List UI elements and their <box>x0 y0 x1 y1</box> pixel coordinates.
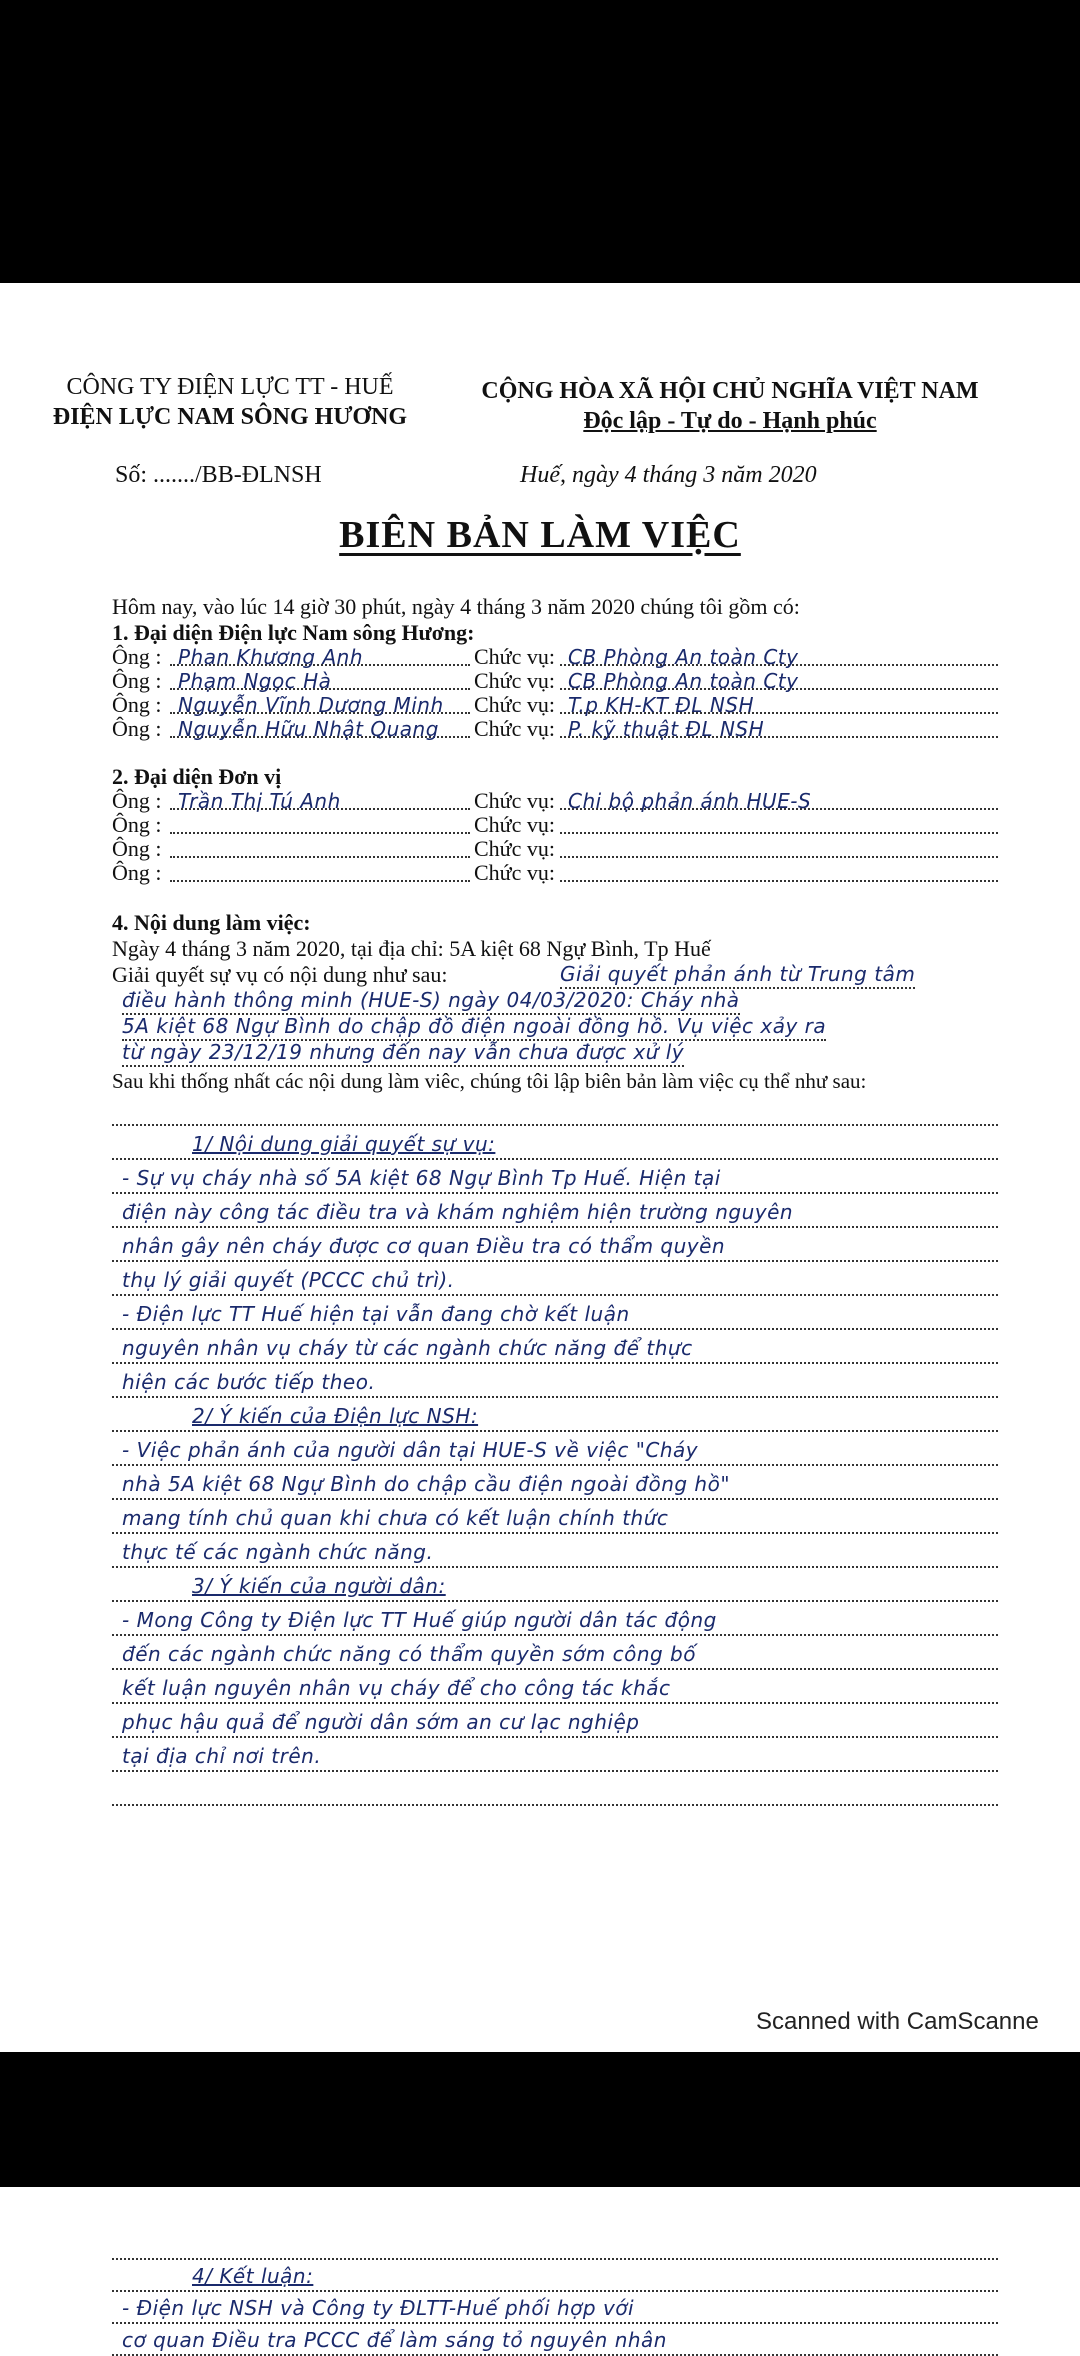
person-row <box>112 812 998 836</box>
content-line-text: nhà 5A kiệt 68 Ngự Bình do chập cầu điện ngoài đồng hồ" <box>122 1472 731 1496</box>
issue-line: điều hành thông minh (HUE-S) ngày 04/03/2020: Cháy nhà <box>122 988 740 1015</box>
person-prefix: Ông : <box>112 812 162 837</box>
nation-line1: CỘNG HÒA XÃ HỘI CHỦ NGHĨA VIỆT NAM <box>481 378 979 404</box>
person-role: Chi bộ phản ánh HUE-S <box>568 789 812 813</box>
section4-date-line <box>112 936 711 962</box>
name-dotted-line <box>170 856 470 858</box>
person-prefix: Ông : <box>112 860 162 885</box>
content-line <box>112 1498 998 1534</box>
content-line <box>112 1566 998 1602</box>
content-line-text: 3/ Ý kiến của người dân: <box>192 1574 446 1598</box>
content-line-text: - Sự vụ cháy nhà số 5A kiệt 68 Ngự Bình Tp Huế. Hiện tại <box>122 1166 721 1190</box>
issue-line: Giải quyết phản ánh từ Trung tâm <box>560 962 915 989</box>
content-line-text: mang tính chủ quan khi chưa có kết luận chính thức <box>122 1506 669 1530</box>
person-prefix: Ông : <box>112 788 162 813</box>
role-label: Chức vụ: <box>474 668 555 693</box>
person-prefix: Ông : <box>112 836 162 861</box>
role-label: Chức vụ: <box>474 836 555 861</box>
document-title <box>0 513 1080 557</box>
person-role: CB Phòng An toàn Cty <box>568 645 799 669</box>
person-row <box>112 788 998 812</box>
issue-line: 5A kiệt 68 Ngự Bình do chập đồ điện ngoài đồng hồ. Vụ việc xảy ra <box>122 1014 826 1041</box>
agreement-line: Sau khi thống nhất các nội dung làm viêc, chúng tôi lập biên bản làm việc cụ thể như sau: <box>112 1069 867 1093</box>
page2-line-text: - Điện lực NSH và Công ty ĐLTT-Huế phối hợp với <box>122 2296 635 2320</box>
scan-watermark: Scanned with CamScanne <box>756 2008 1039 2035</box>
content-line-text: - Mong Công ty Điện lực TT Huế giúp người dân tác động <box>122 1608 717 1632</box>
company-header <box>40 372 420 432</box>
content-line <box>112 1260 998 1296</box>
person-role: P. kỹ thuật ĐL NSH <box>568 717 765 741</box>
role-label: Chức vụ: <box>474 692 555 717</box>
content-line-text: phục hậu quả để người dân sớm an cư lạc nghiệp <box>122 1710 640 1734</box>
role-dotted-line <box>560 856 998 858</box>
content-line-text: kết luận nguyên nhân vụ cháy để cho công tác khắc <box>122 1676 671 1700</box>
page2-line <box>112 2324 998 2356</box>
content-line <box>112 1770 998 1806</box>
content-line-text: - Việc phản ánh của người dân tại HUE-S về việc "Cháy <box>122 1438 699 1462</box>
person-row <box>112 668 998 692</box>
content-line <box>112 1158 998 1194</box>
name-dotted-line <box>170 832 470 834</box>
person-name: Nguyễn Vĩnh Dương Minh <box>178 693 444 717</box>
company-line1: CÔNG TY ĐIỆN LỰC TT - HUẾ <box>66 374 394 400</box>
person-prefix: Ông : <box>112 644 162 669</box>
content-line-text: đến các ngành chức năng có thẩm quyền sớm công bố <box>122 1642 696 1666</box>
content-line <box>112 1532 998 1568</box>
nation-line2: Độc lập - Tự do - Hạnh phúc <box>583 408 877 434</box>
content-line <box>112 1430 998 1466</box>
page2-line <box>112 2228 998 2260</box>
date-line-text: Ngày 4 tháng 3 năm 2020, tại địa chỉ: 5A kiệt 68 Ngự Bình, Tp Huế <box>112 936 711 961</box>
role-label: Chức vụ: <box>474 788 555 813</box>
person-role: CB Phòng An toàn Cty <box>568 669 799 693</box>
content-line-text: - Điện lực TT Huế hiện tại vẫn đang chờ kết luận <box>122 1302 630 1326</box>
content-line <box>112 1192 998 1228</box>
person-row <box>112 692 998 716</box>
issue-label: Giải quyết sự vụ có nội dung như sau: <box>112 962 448 987</box>
person-name: Nguyễn Hữu Nhật Quang <box>178 717 439 741</box>
place-date: Huế, ngày 4 tháng 3 năm 2020 <box>520 462 817 488</box>
content-line-text: thực tế các ngành chức năng. <box>122 1540 434 1564</box>
person-name: Phạm Ngọc Hà <box>178 669 332 693</box>
content-line <box>112 1702 998 1738</box>
person-row <box>112 716 998 740</box>
section4-heading: 4. Nội dung làm việc: <box>112 910 311 935</box>
person-row <box>112 836 998 860</box>
content-line <box>112 1396 998 1432</box>
content-line <box>112 1600 998 1636</box>
doc-number: Số: ......./BB-ĐLNSH <box>115 462 322 488</box>
content-line <box>112 1668 998 1704</box>
scan-page-break <box>0 2052 1080 2187</box>
content-line <box>112 1226 998 1262</box>
content-line <box>112 1090 998 1126</box>
content-line <box>112 1328 998 1364</box>
role-label: Chức vụ: <box>474 644 555 669</box>
content-line-text: hiện các bước tiếp theo. <box>122 1370 376 1394</box>
company-line2: ĐIỆN LỰC NAM SÔNG HƯƠNG <box>52 404 408 430</box>
role-dotted-line <box>560 880 998 882</box>
page2-line <box>112 2292 998 2324</box>
person-name: Phan Khương Anh <box>178 645 363 669</box>
role-label: Chức vụ: <box>474 812 555 837</box>
nation-header <box>430 376 1030 436</box>
content-line-text: thụ lý giải quyết (PCCC chủ trì). <box>122 1268 455 1292</box>
content-line-text: 2/ Ý kiến của Điện lực NSH: <box>192 1404 479 1428</box>
issue-line: từ ngày 23/12/19 nhưng đến nay vẫn chưa được xử lý <box>122 1040 684 1067</box>
person-prefix: Ông : <box>112 716 162 741</box>
section2-heading: 2. Đại diện Đơn vị <box>112 764 282 789</box>
person-prefix: Ông : <box>112 668 162 693</box>
content-line <box>112 1124 998 1160</box>
role-label: Chức vụ: <box>474 860 555 885</box>
page2-line <box>112 2260 998 2292</box>
content-line-text: nguyên nhân vụ cháy từ các ngành chức năng để thực <box>122 1336 693 1360</box>
section1-heading: 1. Đại diện Điện lực Nam sông Hương: <box>112 620 475 645</box>
page2-line-text: cơ quan Điều tra PCCC để làm sáng tỏ nguyên nhân <box>122 2328 667 2352</box>
content-line <box>112 1464 998 1500</box>
page2-line-text: 4/ Kết luận: <box>192 2264 314 2288</box>
role-dotted-line <box>560 832 998 834</box>
content-line <box>112 1634 998 1670</box>
person-row <box>112 860 998 884</box>
person-role: T.p KH-KT ĐL NSH <box>568 693 755 717</box>
person-row <box>112 644 998 668</box>
name-dotted-line <box>170 880 470 882</box>
person-name: Trần Thị Tú Anh <box>178 789 341 813</box>
content-line <box>112 1294 998 1330</box>
title-text: BIÊN BẢN LÀM VIỆC <box>339 514 741 556</box>
scan-top-border <box>0 0 1080 283</box>
content-line-text: 1/ Nội dung giải quyết sự vụ: <box>192 1132 496 1156</box>
content-line <box>112 1736 998 1772</box>
content-line-text: nhân gây nên cháy được cơ quan Điều tra có thẩm quyền <box>122 1234 726 1258</box>
intro-line: Hôm nay, vào lúc 14 giờ 30 phút, ngày 4 tháng 3 năm 2020 chúng tôi gồm có: <box>112 594 800 619</box>
content-line-text: điện này công tác điều tra và khám nghiệm hiện trường nguyên <box>122 1200 794 1224</box>
content-line <box>112 1362 998 1398</box>
role-label: Chức vụ: <box>474 716 555 741</box>
person-prefix: Ông : <box>112 692 162 717</box>
content-line-text: tại địa chỉ nơi trên. <box>122 1744 322 1768</box>
